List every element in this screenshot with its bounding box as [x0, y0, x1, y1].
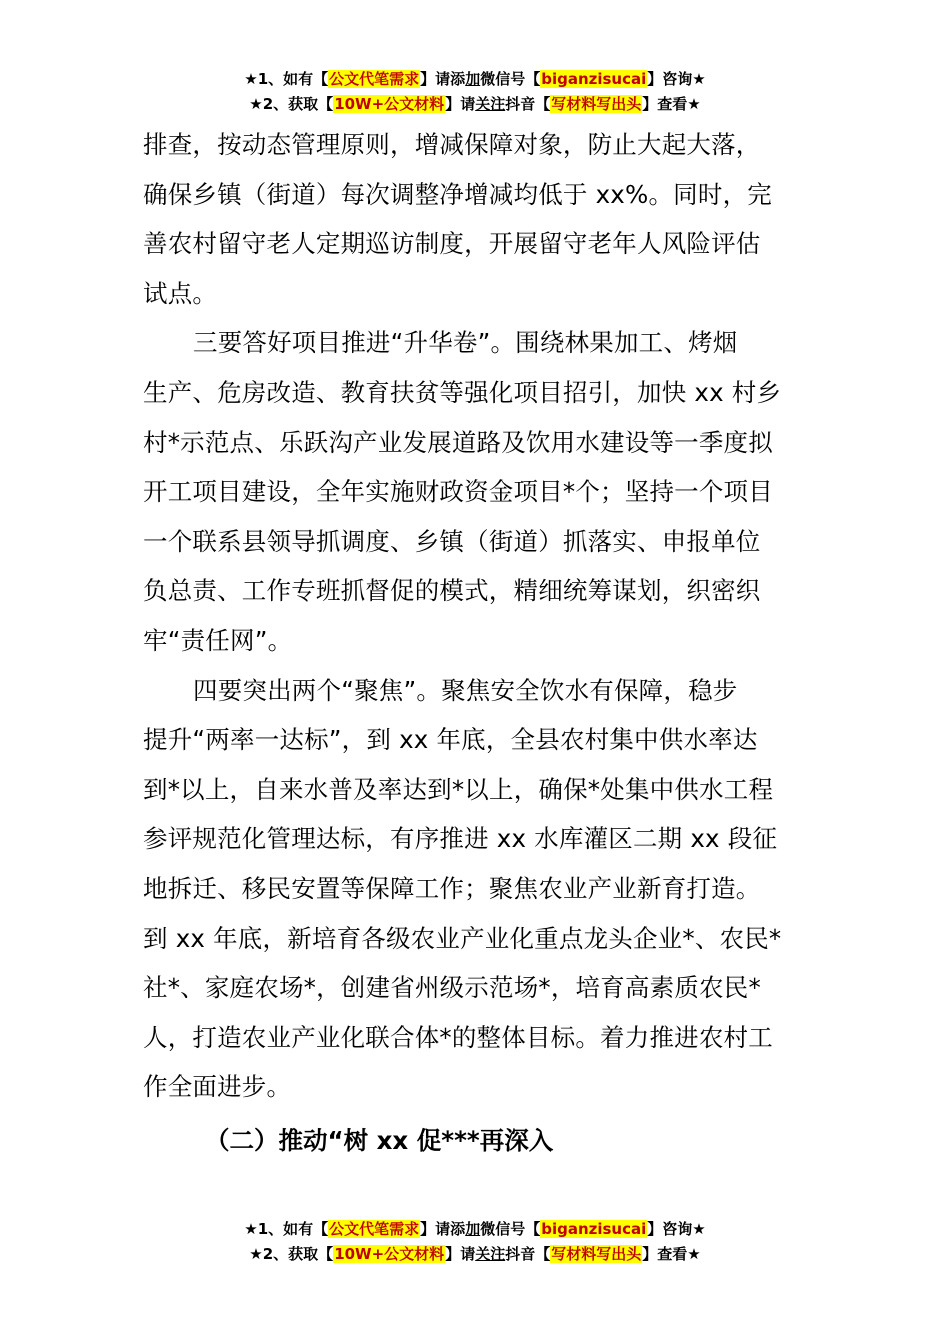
banner-line-1: ★1、如有【公文代笔需求】请添加微信号【biganzisucai】咨询★ — [244, 1220, 706, 1238]
text-line: 牢“责任网”。 — [143, 625, 293, 655]
highlight-douyin: 写材料写出头 — [551, 95, 642, 113]
text-line: 提升“两率一达标”，到 xx 年底，全县农村集中供水率达 — [143, 725, 758, 755]
text-line: 排查，按动态管理原则，增减保障对象，防止大起大落， — [143, 130, 761, 159]
text-line: 确保乡镇（街道）每次调整净增减均低于 xx%。同时，完 — [143, 179, 772, 209]
highlight-wechat-id: biganzisucai — [541, 1220, 647, 1238]
footer-banner — [0, 1217, 950, 1267]
text-line: 试点。 — [143, 278, 218, 308]
text-line: 到 xx 年底，新培育各级农业产业化重点龙头企业*、农民* — [143, 923, 782, 953]
text-line: 到*以上，自来水普及率达到*以上，确保*处集中供水工程 — [143, 774, 774, 804]
banner-line-2: ★2、获取【10W+公文材料】请关注抖音【写材料写出头】查看★ — [249, 1245, 701, 1263]
highlight-materials: 10W+公文材料 — [334, 1245, 445, 1263]
header-banner — [0, 67, 950, 117]
document-body — [143, 120, 803, 1112]
highlight-douyin: 写材料写出头 — [551, 1245, 642, 1263]
text-line: 善农村留守老人定期巡访制度，开展留守老年人风险评估 — [143, 229, 761, 259]
section-heading: （二）推动“树 xx 促***再深入 — [205, 1126, 554, 1155]
banner-line-2: ★2、获取【10W+公文材料】请关注抖音【写材料写出头】查看★ — [249, 95, 701, 113]
text-line: 村*示范点、乐跃沟产业发展道路及饮用水建设等一季度拟 — [143, 427, 773, 457]
highlight-wechat-id: biganzisucai — [541, 70, 647, 88]
highlight-ghostwriting: 公文代笔需求 — [329, 70, 420, 88]
paragraph-start: 三要答好项目推进“升华卷”。围绕林果加工、烤烟 — [193, 328, 738, 358]
text-line: 生产、危房改造、教育扶贫等强化项目招引，加快 xx 村乡 — [143, 377, 782, 407]
text-line: 作全面进步。 — [143, 1072, 292, 1102]
text-line: 社*、家庭农场*，创建省州级示范场*，培育高素质农民* — [143, 973, 761, 1003]
highlight-materials: 10W+公文材料 — [334, 95, 445, 113]
text-line: 开工项目建设，全年实施财政资金项目*个；坚持一个项目 — [143, 477, 773, 507]
text-line: 参评规范化管理达标，有序推进 xx 水库灌区二期 xx 段征 — [143, 824, 778, 854]
highlight-ghostwriting: 公文代笔需求 — [329, 1220, 420, 1238]
text-line: 负总责、工作专班抓督促的模式，精细统筹谋划，织密织 — [143, 576, 761, 606]
text-line: 地拆迁、移民安置等保障工作；聚焦农业产业新育打造。 — [143, 873, 761, 903]
banner-line-1: ★1、如有【公文代笔需求】请添加微信号【biganzisucai】咨询★ — [244, 70, 706, 88]
text-line: 一个联系县领导抓调度、乡镇（街道）抓落实、申报单位 — [143, 526, 761, 556]
text-line: 人，打造农业产业化联合体*的整体目标。着力推进农村工 — [143, 1022, 773, 1052]
paragraph-start: 四要突出两个“聚焦”。聚焦安全饮水有保障，稳步 — [193, 675, 738, 705]
